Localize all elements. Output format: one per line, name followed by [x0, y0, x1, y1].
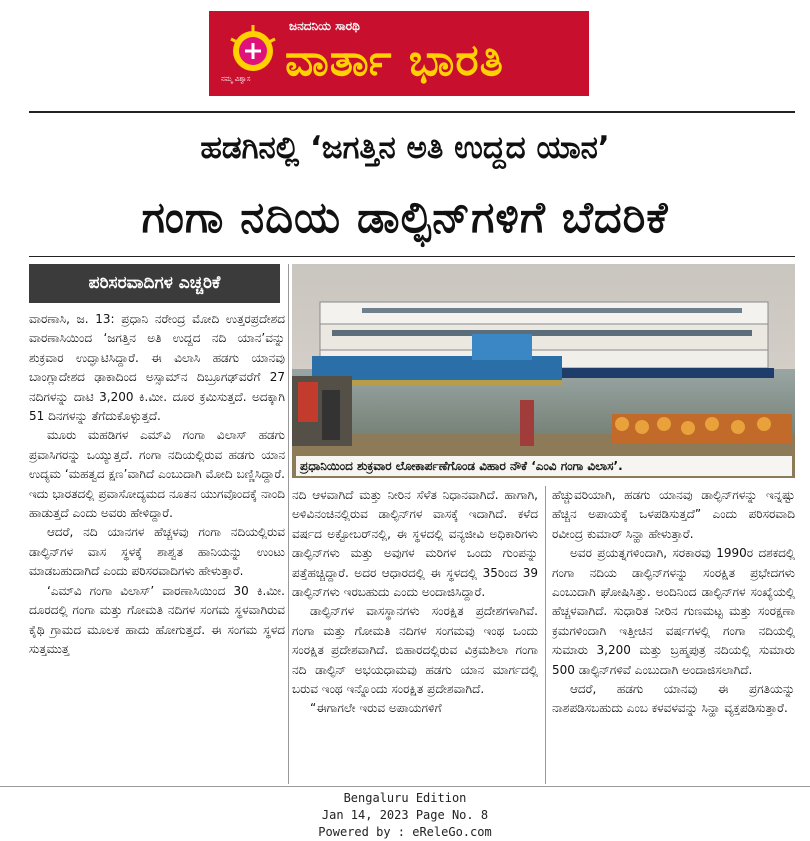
- photo-caption: ಪ್ರಧಾನಿಯಿಂದ ಶುಕ್ರವಾರ ಲೋಕಾರ್ಪಣೆಗೊಂಡ ವಿಹಾರ ನೌಕೆ ‘ಎಂವಿ ಗಂಗಾ ವಿಲಾಸ’.: [296, 456, 792, 476]
- kicker-headline: ಹಡಗಿನಲ್ಲಿ ‘ಜಗತ್ತಿನ ಅತಿ ಉದ್ದದ ಯಾನ’: [200, 130, 610, 166]
- masthead: [209, 11, 589, 96]
- logo-icon: [223, 21, 283, 81]
- article-column-1: [29, 310, 285, 780]
- masthead-title: ವಾರ್ತಾ ಭಾರತಿ: [285, 35, 504, 86]
- logo-subtext: ನಮ್ಮ ವಿಶ್ವಾಸ: [221, 75, 251, 83]
- paragraph: “ಈಗಾಗಲೇ ಇರುವ ಅಪಾಯಗಳಿಗೆ: [310, 701, 442, 716]
- subhead-box: ಪರಿಸರವಾದಿಗಳ ಎಚ್ಚರಿಕೆ: [29, 264, 280, 303]
- date-page-label: Jan 14, 2023 Page No. 8: [321, 808, 489, 822]
- article-column-3: [552, 486, 795, 780]
- article-column-2: [292, 486, 538, 780]
- paragraph: ಆದರೆ, ನದಿ ಯಾನಗಳ ಹೆಚ್ಚಳವು ಗಂಗಾ ನದಿಯಲ್ಲಿರುವ ಡಾಲ್ಫಿನ್‌ಗಳ ವಾಸ ಸ್ಥಳಕ್ಕೆ ಶಾಶ್ವತ ಹಾನಿಯನ್ನು ಉಂಟು ಮಾಡಬಹುದಾಗಿದೆ ಎಂದು ಪರಿಸರವಾದಿಗಳು ಹೇಳುತ್ತಾರೆ.: [29, 525, 285, 579]
- paragraph: ವಾರಣಾಸಿ, ಜ. 13: ಪ್ರಧಾನಿ ನರೇಂದ್ರ ಮೋದಿ ಉತ್ತರಪ್ರದೇಶದ ವಾರಣಾಸಿಯಿಂದ ‘ಜಗತ್ತಿನ ಅತಿ ಉದ್ದದ ನದಿ ಯಾನ’ವನ್ನು ಶುಕ್ರವಾರ ಉದ್ಘಾಟಿಸಿದ್ದಾರೆ. ಈ ವಿಲಾಸಿ ಹಡಗು ಯಾನವು ಬಾಂಗ್ಲಾದೇಶದ ಢಾಕಾದಿಂದ ಅಸ್ಸಾಮ್‌ನ ದಿಬ್ರೂಗಢ್‌ವರೆಗೆ 27 ನದಿಗಳನ್ನು ದಾಟಿ 3,200 ಕಿ.ಮೀ. ದೂರ ಕ್ರಮಿಸುತ್ತದೆ. ಅದಕ್ಕಾಗಿ 51 ದಿನಗಳನ್ನು ತೆಗೆದುಕೊಳ್ಳುತ್ತದೆ.: [29, 312, 285, 424]
- paragraph: ನದಿ ಆಳವಾಗಿದೆ ಮತ್ತು ನೀರಿನ ಸೆಳೆತ ನಿಧಾನವಾಗಿದೆ. ಹಾಗಾಗಿ, ಅಳಿವಿನಂಚಿನಲ್ಲಿರುವ ಡಾಲ್ಫಿನ್‌ಗಳ ವಾಸಕ್ಕೆ ಇದಾಗಿದೆ. ಕಳೆದ ವರ್ಷದ ಅಕ್ಟೋಬರ್‌ನಲ್ಲಿ, ಈ ಸ್ಥಳದಲ್ಲಿ ವನ್ಯಜೀವಿ ಅಧಿಕಾರಿಗಳು ಡಾಲ್ಫಿನ್‌ಗಳು ಮತ್ತು ಅವುಗಳ ಮರಿಗಳ ಒಂದು ಗುಂಪನ್ನು ಪತ್ತೆಹಚ್ಚಿದ್ದಾರೆ. ಅದರ ಆಧಾರದಲ್ಲಿ ಈ ಸ್ಥಳದಲ್ಲಿ 35ರಿಂದ 39 ಡಾಲ್ಫಿನ್‌ಗಳು ಇರಬಹುದು ಎಂದು ಅಂದಾಜಿಸಿದ್ದಾರೆ.: [292, 488, 538, 600]
- paragraph: ಮೂರು ಮಹಡಿಗಳ ಎಮ್‌ವಿ ಗಂಗಾ ವಿಲಾಸ್ ಹಡಗು ಪ್ರವಾಸಿಗರನ್ನು ಒಯ್ಯುತ್ತದೆ. ಗಂಗಾ ನದಿಯಲ್ಲಿರುವ ಹಡಗು ಯಾನ ಉದ್ಯಮ ‘ಮಹತ್ವದ ಕ್ಷಣ’ವಾಗಿದೆ ಎಂಬುದಾಗಿ ಮೋದಿ ಬಣ್ಣಿಸಿದ್ದಾರೆ. ಇದು ಭಾರತದಲ್ಲಿ ಪ್ರವಾಸೋದ್ಯಮದ ನೂತನ ಯುಗವೊಂದಕ್ಕೆ ನಾಂದಿ ಹಾಡುತ್ತದೆ ಎಂದು ಅವರು ಹೇಳಿದ್ದಾರೆ.: [29, 428, 285, 521]
- ship-photo: [292, 264, 795, 478]
- column-divider: [545, 486, 546, 784]
- edition-label: Bengaluru Edition: [343, 791, 467, 805]
- headline-rule: [29, 256, 795, 257]
- column-divider: [288, 264, 289, 784]
- powered-by-link[interactable]: Powered by : eReleGo.com: [318, 825, 492, 839]
- footer: [0, 790, 810, 841]
- paragraph: ಆದರೆ, ಹಡಗು ಯಾನವು ಈ ಪ್ರಗತಿಯನ್ನು ನಾಶಪಡಿಸಬಹುದು ಎಂಬ ಕಳವಳವನ್ನು ಸಿನ್ಹಾ ವ್ಯಕ್ತಪಡಿಸುತ್ತಾರೆ.: [552, 682, 795, 716]
- paragraph: ‘ಎಮ್‌ವಿ ಗಂಗಾ ವಿಲಾಸ್’ ವಾರಣಾಸಿಯಿಂದ 30 ಕಿ.ಮೀ. ದೂರದಲ್ಲಿ ಗಂಗಾ ಮತ್ತು ಗೋಮತಿ ನದಿಗಳ ಸಂಗಮ ಸ್ಥಳವಾಗಿರುವ ಕೈಥಿ ಗ್ರಾಮದ ಮೂಲಕ ಹಾದು ಹೋಗುತ್ತದೆ. ಈ ಸಂಗಮ ಸ್ಥಳದ ಸುತ್ತಮುತ್ತ: [29, 583, 285, 656]
- main-headline: ಗಂಗಾ ನದಿಯ ಡಾಲ್ಫಿನ್‌ಗಳಿಗೆ ಬೆದರಿಕೆ: [141, 193, 669, 243]
- footer-rule: [0, 786, 810, 787]
- paragraph: ಹೆಚ್ಚುವರಿಯಾಗಿ, ಹಡಗು ಯಾನವು ಡಾಲ್ಫಿನ್‌ಗಳನ್ನು ಇನ್ನಷ್ಟು ಹೆಚ್ಚಿನ ಅಪಾಯಕ್ಕೆ ಒಳಪಡಿಸುತ್ತದೆ” ಎಂದು ಪರಿಸರವಾದಿ ರವೀಂದ್ರ ಕುಮಾರ್ ಸಿನ್ಹಾ ಹೇಳುತ್ತಾರೆ.: [552, 488, 795, 541]
- paragraph: ಡಾಲ್ಫಿನ್‌ಗಳ ವಾಸಸ್ಥಾನಗಳು ಸಂರಕ್ಷಿತ ಪ್ರದೇಶಗಳಾಗಿವೆ. ಗಂಗಾ ಮತ್ತು ಗೋಮತಿ ನದಿಗಳ ಸಂಗಮವು ಇಂಥ ಒಂದು ಸಂರಕ್ಷಿತ ಪ್ರದೇಶವಾಗಿದೆ. ಬಿಹಾರದಲ್ಲಿರುವ ವಿಕ್ರಮಶಿಲಾ ಗಂಗಾ ನದಿ ಡಾಲ್ಫಿನ್ ಅಭಯಧಾಮವು ಹಡಗು ಯಾನ ಮಾರ್ಗದಲ್ಲಿ ಬರುವ ಇಂಥ ಇನ್ನೊಂದು ಸಂರಕ್ಷಿತ ಪ್ರದೇಶವಾಗಿದೆ.: [292, 604, 538, 697]
- masthead-tagline: ಜನದನಿಯ ಸಾರಥಿ: [289, 19, 360, 33]
- paragraph: ಅವರ ಪ್ರಯತ್ನಗಳಿಂದಾಗಿ, ಸರಕಾರವು 1990ರ ದಶಕದಲ್ಲಿ ಗಂಗಾ ನದಿಯ ಡಾಲ್ಫಿನ್‌ಗಳನ್ನು ಸಂರಕ್ಷಿತ ಪ್ರಭೇದಗಳು ಎಂಬುದಾಗಿ ಘೋಷಿಸಿತ್ತು. ಅಂದಿನಿಂದ ಡಾಲ್ಫಿನ್‌ಗಳ ಸಂಖ್ಯೆಯಲ್ಲಿ ಹೆಚ್ಚಳವಾಗಿದೆ. ಸುಧಾರಿತ ನೀರಿನ ಗುಣಮಟ್ಟ ಮತ್ತು ಸಂರಕ್ಷಣಾ ಕ್ರಮಗಳಿಂದಾಗಿ ಇತ್ತೀಚಿನ ವರ್ಷಗಳಲ್ಲಿ ಗಂಗಾ ನದಿಯಲ್ಲಿ ಸುಮಾರು 3,200 ಮತ್ತು ಬ್ರಹ್ಮಪುತ್ರ ನದಿಯಲ್ಲಿ ಸುಮಾರು 500 ಡಾಲ್ಫಿನ್‌ಗಳಿವೆ ಎಂಬುದಾಗಿ ಅಂದಾಜಿಸಲಾಗಿದೆ.: [552, 546, 795, 677]
- top-rule: [29, 111, 795, 113]
